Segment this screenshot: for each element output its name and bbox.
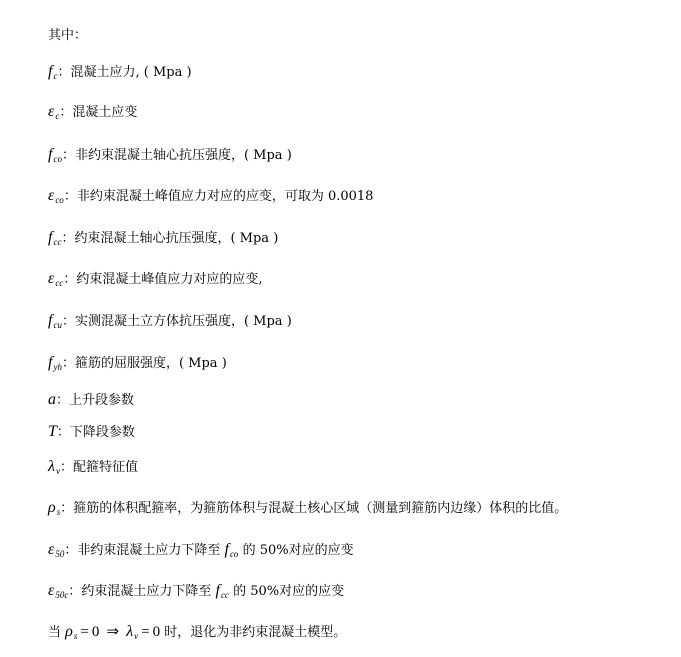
definition-fco-text: 非约束混凝土轴心抗压强度，( Mpa ) bbox=[74, 148, 292, 163]
symbol-eps-c: $\varepsilon_c$ bbox=[48, 103, 60, 121]
definition-eps-c-text: 混凝土应变 bbox=[72, 105, 138, 120]
definition-eps-50-pre: 非约束混凝土应力下降至 bbox=[77, 543, 221, 558]
zero-value: 0 bbox=[152, 624, 161, 640]
definition-lambda-v: $\lambda_v$：配箍特征值 bbox=[48, 458, 138, 480]
definition-eps-co: $\varepsilon_{co}$：非约束混凝土峰值应力对应的应变，可取为 0.0018 bbox=[48, 187, 373, 209]
definition-T-text: 下降段参数 bbox=[69, 425, 135, 440]
definition-fco: $f_{co}$：非约束混凝土轴心抗压强度，( Mpa ) bbox=[48, 146, 292, 168]
implies-arrow-icon: ⇒ bbox=[106, 624, 120, 640]
definition-eps-50c: $\varepsilon_{50c}$：约束混凝土应力下降至 $f_{cc}$ 的 50%对应的应变 bbox=[48, 582, 344, 604]
symbol-fcu: $f_{cu}$ bbox=[48, 312, 62, 330]
definition-eps-50c-pre: 约束混凝土应力下降至 bbox=[81, 584, 212, 599]
symbol-fco: $f_{co}$ bbox=[48, 146, 62, 164]
symbol-fcc: $f_{cc}$ bbox=[48, 229, 62, 247]
symbol-fcc-inline: $f_{cc}$ bbox=[215, 582, 229, 600]
definition-eps-cc: $\varepsilon_{cc}$：约束混凝土峰值应力对应的应变, bbox=[48, 270, 262, 292]
definition-fcc: $f_{cc}$：约束混凝土轴心抗压强度，( Mpa ) bbox=[48, 229, 278, 251]
symbol-eps-50: $\varepsilon_{50}$ bbox=[48, 541, 65, 559]
definition-eps-co-text: 非约束混凝土峰值应力对应的应变，可取为 0.0018 bbox=[76, 189, 374, 204]
symbol-rho-s-inline: $\rho_s$ bbox=[65, 623, 78, 641]
definition-eps-50: $\varepsilon_{50}$：非约束混凝土应力下降至 $f_{co}$ 的 50%对应的应变 bbox=[48, 541, 354, 563]
definition-fcc-text: 约束混凝土轴心抗压强度，( Mpa ) bbox=[74, 231, 279, 246]
symbol-lambda-v: $\lambda_v$ bbox=[48, 458, 60, 476]
conclusion-pre: 当 bbox=[48, 625, 62, 640]
symbol-lambda-v-inline: $\lambda_v$ bbox=[126, 623, 139, 641]
conclusion-line bbox=[48, 623, 346, 645]
symbol-eps-co: $\varepsilon_{co}$ bbox=[48, 187, 64, 205]
symbol-fco-inline: $f_{co}$ bbox=[224, 541, 239, 559]
definition-T: T：下降段参数 bbox=[48, 423, 135, 440]
zero-value: 0 bbox=[91, 624, 100, 640]
definition-fcu-text: 实测混凝土立方体抗压强度，( Mpa ) bbox=[74, 314, 292, 329]
definition-fcu: $f_{cu}$：实测混凝土立方体抗压强度，( Mpa ) bbox=[48, 312, 292, 334]
symbol-a: a bbox=[48, 391, 56, 408]
definition-a: a：上升段参数 bbox=[48, 391, 135, 408]
intro-line bbox=[48, 27, 87, 45]
definition-lambda-v-text: 配箍特征值 bbox=[72, 460, 138, 475]
definition-eps-50-post: 的 50%对应的应变 bbox=[242, 543, 354, 558]
symbol-T: T bbox=[48, 423, 57, 440]
symbol-eps-50c: $\varepsilon_{50c}$ bbox=[48, 582, 69, 600]
definition-fyh: $f_{yh}$：箍筋的屈服强度，( Mpa ) bbox=[48, 354, 227, 376]
equals-sign: = bbox=[141, 624, 150, 640]
definition-eps-c: $\varepsilon_c$：混凝土应变 bbox=[48, 103, 137, 125]
symbol-fyh: $f_{yh}$ bbox=[48, 354, 62, 372]
intro-text: 其中： bbox=[48, 28, 88, 43]
definition-eps-cc-text: 约束混凝土峰值应力对应的应变, bbox=[76, 272, 263, 287]
definition-a-text: 上升段参数 bbox=[69, 393, 135, 408]
definition-fc: $f_c$：混凝土应力, ( Mpa ) bbox=[48, 63, 192, 85]
conclusion-post: 时，退化为非约束混凝土模型。 bbox=[164, 625, 347, 640]
equals-sign: = bbox=[80, 624, 89, 640]
symbol-rho-s: $\rho_s$ bbox=[48, 499, 61, 517]
definition-rho-s: $\rho_s$：箍筋的体积配箍率，为箍筋体积与混凝土核心区域（测量到箍筋内边缘）体积的比值。 bbox=[48, 499, 567, 521]
symbol-fc: $f_c$ bbox=[48, 63, 58, 81]
symbol-eps-cc: $\varepsilon_{cc}$ bbox=[48, 270, 64, 288]
definition-fc-text: 混凝土应力, ( Mpa ) bbox=[70, 65, 192, 80]
definition-rho-s-text: 箍筋的体积配箍率，为箍筋体积与混凝土核心区域（测量到箍筋内边缘）体积的比值。 bbox=[73, 501, 568, 516]
definition-fyh-text: 箍筋的屈服强度，( Mpa ) bbox=[74, 356, 227, 371]
definition-eps-50c-post: 的 50%对应的应变 bbox=[233, 584, 345, 599]
